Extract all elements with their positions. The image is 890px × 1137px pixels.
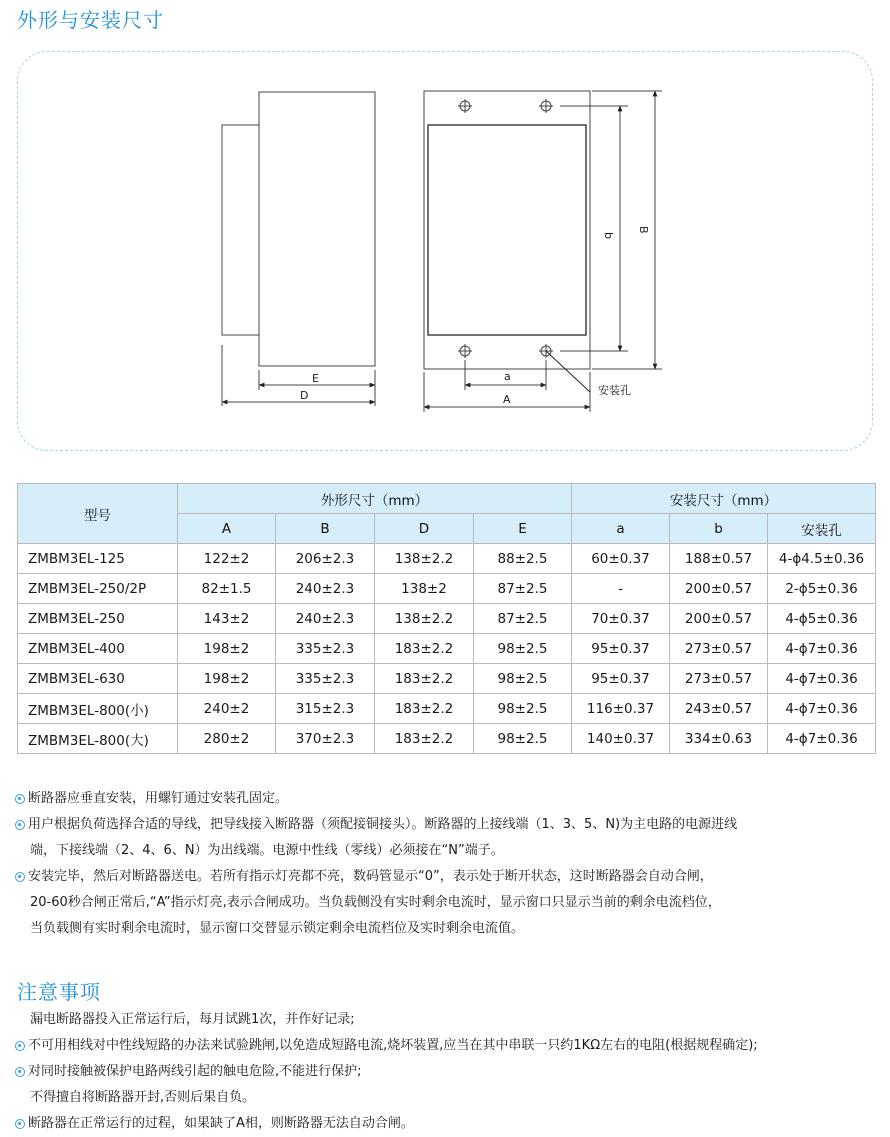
- table-row: [18, 604, 876, 634]
- cell-d: 138±2: [375, 574, 474, 604]
- cell-a: 60±0.37: [572, 544, 670, 574]
- bullet-icon: [15, 1067, 25, 1077]
- cell-e: 98±2.5: [474, 724, 572, 754]
- cell-b: 370±2.3: [276, 724, 375, 754]
- spec-table: [17, 483, 876, 754]
- bullet-icon: [15, 794, 25, 804]
- mounting-hole-label: 安装孔: [598, 384, 631, 397]
- cell-b: 243±0.57: [670, 694, 768, 724]
- cell-e: 98±2.5: [474, 694, 572, 724]
- spec-table-body: [18, 544, 876, 754]
- note-text: 断路器在正常运行的过程，如果缺了A相，则断路器无法自动合闸。: [28, 1116, 414, 1131]
- bullet-icon: [15, 1119, 25, 1129]
- cell-a: 240±2: [178, 694, 276, 724]
- cell-e: 87±2.5: [474, 574, 572, 604]
- instruction-line: [15, 786, 875, 812]
- cell-b: 200±0.57: [670, 574, 768, 604]
- dim-label-a: a: [504, 370, 511, 383]
- section-title-notes: 注意事项: [17, 980, 101, 1004]
- front-view: [424, 91, 662, 412]
- header-outline-dims: 外形尺寸（mm）: [178, 484, 572, 514]
- cell-model: ZMBM3EL-250/2P: [18, 574, 178, 604]
- side-view: [222, 92, 375, 406]
- note-text: 对同时接触被保护电路两线引起的触电危险,不能进行保护;: [28, 1064, 362, 1079]
- instruction-line: [15, 838, 875, 864]
- cell-a: 122±2: [178, 544, 276, 574]
- note-text: 漏电断路器投入正常运行后，每月试跳1次，并作好记录;: [30, 1012, 355, 1027]
- table-row: [18, 664, 876, 694]
- col-header-E: E: [474, 514, 572, 544]
- cell-d: 138±2.2: [375, 604, 474, 634]
- cell-a: 280±2: [178, 724, 276, 754]
- cell-model: ZMBM3EL-400: [18, 634, 178, 664]
- notes-list: [15, 1007, 875, 1137]
- cell-hole: 4-ϕ4.5±0.36: [768, 544, 876, 574]
- cell-b: 315±2.3: [276, 694, 375, 724]
- dim-label-E: E: [312, 372, 319, 385]
- instruction-line: [15, 864, 875, 890]
- cell-e: 98±2.5: [474, 634, 572, 664]
- cell-d: 183±2.2: [375, 694, 474, 724]
- cell-hole: 4-ϕ7±0.36: [768, 664, 876, 694]
- cell-a: 95±0.37: [572, 634, 670, 664]
- table-row: [18, 634, 876, 664]
- cell-a: -: [572, 574, 670, 604]
- cell-hole: 4-ϕ7±0.36: [768, 694, 876, 724]
- table-row: [18, 574, 876, 604]
- cell-a: 116±0.37: [572, 694, 670, 724]
- cell-hole: 4-ϕ7±0.36: [768, 724, 876, 754]
- header-model: 型号: [18, 484, 178, 544]
- table-row: [18, 694, 876, 724]
- cell-a: 70±0.37: [572, 604, 670, 634]
- col-header-D: D: [375, 514, 474, 544]
- cell-b: 200±0.57: [670, 604, 768, 634]
- note-text: 不可用相线对中性线短路的办法来试验跳闸,以免造成短路电流,烧坏装置,应当在其中串联一只约1KΩ左右的电阻(根据规程确定);: [28, 1038, 758, 1053]
- note-line: [15, 1007, 875, 1033]
- outline-drawing: [0, 0, 890, 460]
- dim-label-b: b: [602, 232, 615, 239]
- note-line: [15, 1111, 875, 1137]
- cell-b: 188±0.57: [670, 544, 768, 574]
- cell-b: 240±2.3: [276, 604, 375, 634]
- cell-a: 143±2: [178, 604, 276, 634]
- col-header-b: b: [670, 514, 768, 544]
- bullet-icon: [15, 820, 25, 830]
- instruction-line: [15, 890, 875, 916]
- col-header-A: A: [178, 514, 276, 544]
- cell-a: 198±2: [178, 634, 276, 664]
- cell-e: 87±2.5: [474, 604, 572, 634]
- cell-model: ZMBM3EL-800(小): [18, 694, 178, 724]
- cell-d: 183±2.2: [375, 664, 474, 694]
- note-line: [15, 1059, 875, 1085]
- instruction-text: 端，下接线端（2、4、6、N）为出线端。电源中性线（零线）必须接在“N”端子。: [30, 843, 504, 858]
- cell-model: ZMBM3EL-250: [18, 604, 178, 634]
- cell-b: 273±0.57: [670, 664, 768, 694]
- instruction-text: 当负载侧有实时剩余电流时，显示窗口交替显示锁定剩余电流档位及实时剩余电流值。: [30, 921, 525, 936]
- instruction-text: 用户根据负荷选择合适的导线，把导线接入断路器（须配接铜接头）。断路器的上接线端（1、3、5、N)为主电路的电源进线: [28, 817, 738, 832]
- dim-label-D: D: [300, 389, 309, 402]
- table-row: [18, 544, 876, 574]
- cell-model: ZMBM3EL-630: [18, 664, 178, 694]
- cell-a: 140±0.37: [572, 724, 670, 754]
- instruction-line: [15, 916, 875, 942]
- cell-b: 335±2.3: [276, 664, 375, 694]
- cell-hole: 2-ϕ5±0.36: [768, 574, 876, 604]
- note-line: [15, 1085, 875, 1111]
- instruction-text: 安装完毕，然后对断路器送电。若所有指示灯亮都不亮，数码管显示“0”，表示处于断开状态，这时断路器会自动合闸，: [28, 869, 713, 884]
- col-header-hole: 安装孔: [768, 514, 876, 544]
- cell-b: 273±0.57: [670, 634, 768, 664]
- cell-a: 95±0.37: [572, 664, 670, 694]
- cell-b: 206±2.3: [276, 544, 375, 574]
- instruction-text: 20-60秒合闸正常后,“A”指示灯亮,表示合闸成功。当负载侧没有实时剩余电流时，显示窗口只显示当前的剩余电流档位，: [30, 895, 721, 910]
- table-row: [18, 724, 876, 754]
- cell-a: 198±2: [178, 664, 276, 694]
- instruction-line: [15, 812, 875, 838]
- cell-model: ZMBM3EL-125: [18, 544, 178, 574]
- note-line: [15, 1033, 875, 1059]
- cell-d: 138±2.2: [375, 544, 474, 574]
- cell-model: ZMBM3EL-800(大): [18, 724, 178, 754]
- dim-label-A: A: [503, 393, 511, 406]
- installation-instructions: [15, 786, 875, 942]
- header-mounting-dims: 安装尺寸（mm）: [572, 484, 876, 514]
- cell-d: 183±2.2: [375, 634, 474, 664]
- col-header-a: a: [572, 514, 670, 544]
- col-header-B: B: [276, 514, 375, 544]
- cell-hole: 4-ϕ7±0.36: [768, 634, 876, 664]
- cell-d: 183±2.2: [375, 724, 474, 754]
- instruction-text: 断路器应垂直安装，用螺钉通过安装孔固定。: [28, 791, 289, 806]
- cell-b: 335±2.3: [276, 634, 375, 664]
- cell-e: 98±2.5: [474, 664, 572, 694]
- cell-b: 240±2.3: [276, 574, 375, 604]
- dim-label-B: B: [637, 226, 650, 234]
- cell-b: 334±0.63: [670, 724, 768, 754]
- cell-e: 88±2.5: [474, 544, 572, 574]
- cell-hole: 4-ϕ5±0.36: [768, 604, 876, 634]
- bullet-icon: [15, 872, 25, 882]
- note-text: 不得擅自将断路器开封,否则后果自负。: [30, 1090, 256, 1105]
- section-title-dimensions: 外形与安装尺寸: [17, 8, 164, 32]
- cell-a: 82±1.5: [178, 574, 276, 604]
- bullet-icon: [15, 1041, 25, 1051]
